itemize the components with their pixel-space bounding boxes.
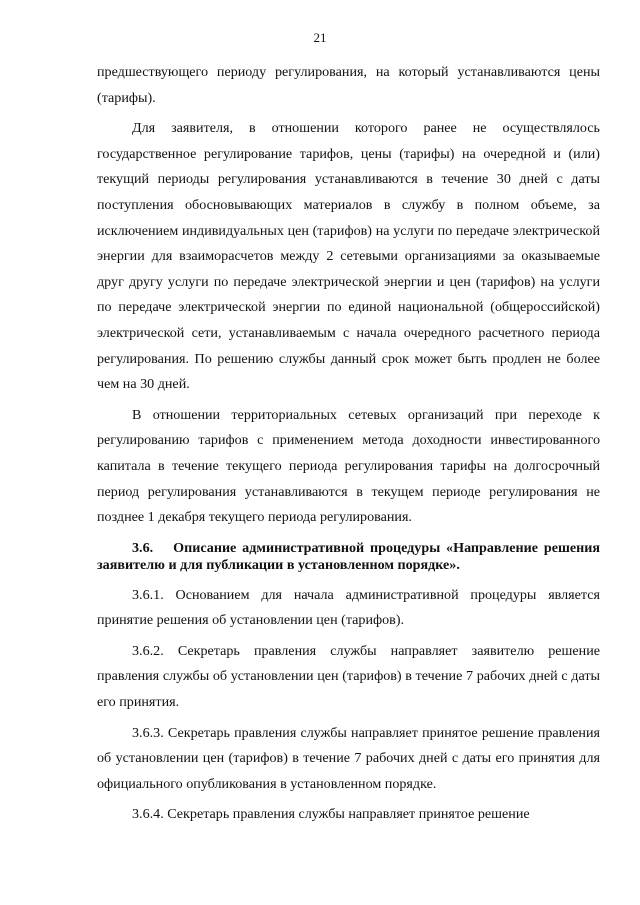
item-3-6-3: 3.6.3. Секретарь правления службы направляет принятое решение правления об установлении цен (тарифов) в течение 7 рабочих дней с даты его принятия для официального опубликования в установленном порядке. (97, 724, 600, 792)
item-3-6-4: 3.6.4. Секретарь правления службы направляет принятое решение (132, 806, 530, 823)
item-3-6-1: 3.6.1. Основанием для начала административной процедуры является принятие решения об установлении цен (тарифов). (97, 586, 600, 629)
section-heading (97, 540, 600, 574)
paragraph-new-applicant-terms: Для заявителя, в отношении которого ранее не осуществлялось государственное регулирование тарифов, цены (тарифы) на очередной и (или) текущий периоды регулирования устанавливаются в течение 30 дней с даты поступления обосновывающих материалов в службу в полном объеме, за исключением индивидуальных цен (тарифов) на услуги по передаче электрической энергии для взаиморасчетов между 2 сетевыми организациями за оказываемые друг другу услуги по передаче электрической энергии и цен (тарифов) на услуги по передаче электрической энергии по единой национальной (общероссийской) электрической сети, устанавливаемым с начала очередного расчетного периода регулирования. По решению службы данный срок может быть продлен не более чем на 30 дней. (97, 120, 600, 393)
section-title: Описание административной процедуры «Направление решения заявителю и для публикации в установленном порядке». (97, 539, 600, 573)
document-body (97, 60, 600, 828)
paragraph-network-organizations: В отношении территориальных сетевых организаций при переходе к регулированию тарифов с применением метода доходности инвестированного капитала в течение текущего периода регулирования тарифы на долгосрочный период регулирования устанавливаются в текущем периоде регулирования не позднее 1 декабря текущего периода регулирования. (97, 406, 600, 526)
page-number: 21 (313, 30, 327, 45)
paragraph-continuation: предшествующего периоду регулирования, на который устанавливаются цены (тарифы). (97, 64, 600, 106)
item-3-6-2: 3.6.2. Секретарь правления службы направляет заявителю решение правления службы об установлении цен (тарифов) в течение 7 рабочих дней с даты его принятия. (97, 642, 600, 711)
section-number: 3.6. (132, 539, 154, 556)
